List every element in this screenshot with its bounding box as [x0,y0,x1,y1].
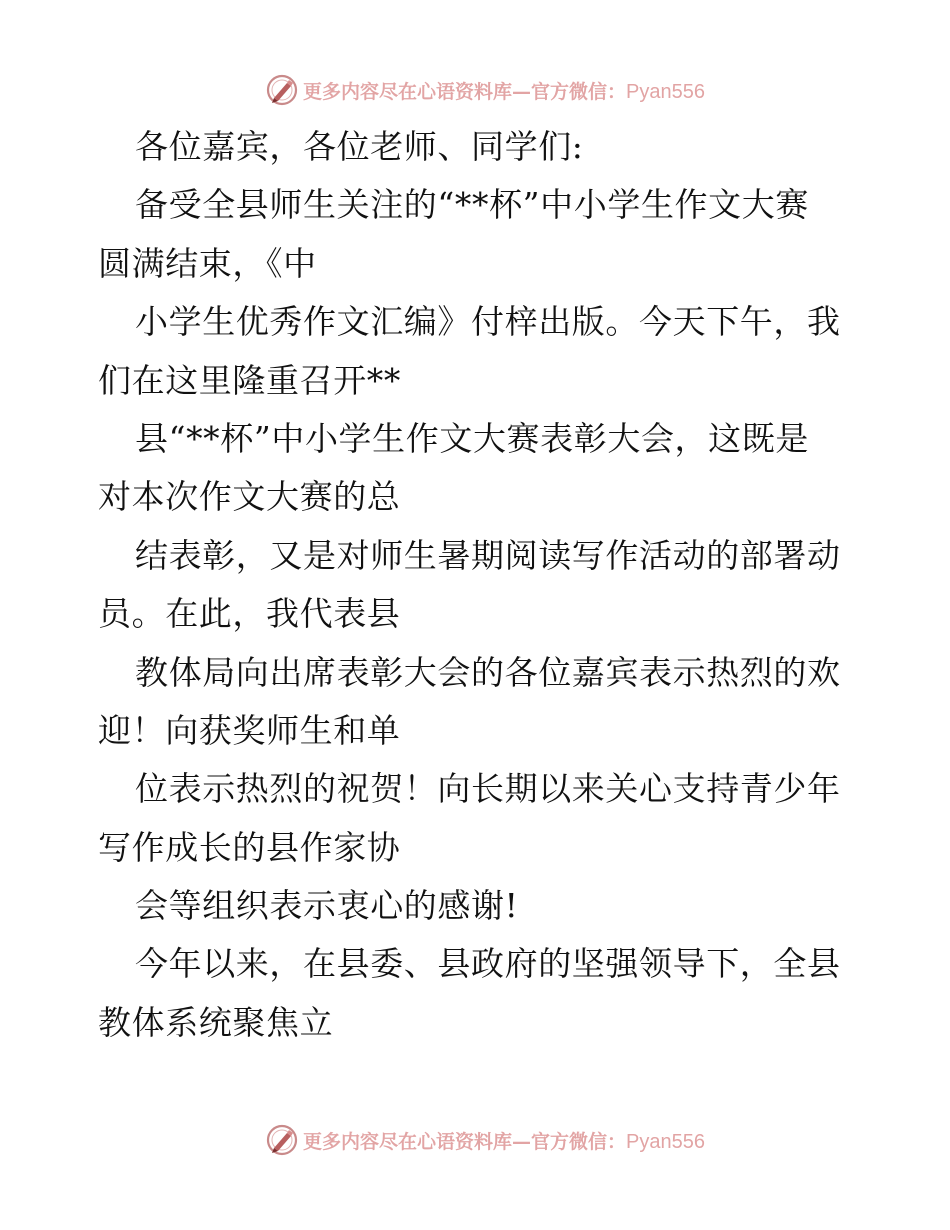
text-line: 写作成长的县作家协 [98,827,401,867]
header-watermark [0,70,950,110]
text-line: 会等组织表示衷心的感谢! [135,886,519,926]
text-line: 教体系统聚焦立 [98,1002,334,1042]
text-line: 各位嘉宾，各位老师、同学们: [135,127,584,166]
watermark-handle: Pyan556 [626,1130,705,1153]
footer-watermark [0,1120,950,1160]
watermark-handle: Pyan556 [626,80,705,103]
text-line: 们在这里隆重召开** [98,360,401,400]
text-line: 位表示热烈的祝贺！向长期以来关心支持青少年 [135,769,841,809]
pen-logo-icon [265,73,299,107]
text-line: 小学生优秀作文汇编》付梓出版。今天下午，我 [135,302,841,342]
text-line: 备受全县师生关注的“**杯”中小学生作文大赛 [135,185,809,225]
text-line: 对本次作文大赛的总 [98,477,401,517]
pen-logo-icon [265,1123,299,1157]
watermark-group [265,1123,705,1157]
text-line: 迎！向获奖师生和单 [98,710,401,750]
watermark-text: 更多内容尽在心语资料库—官方微信：Pyan556 [303,1130,705,1153]
text-line: 今年以来，在县委、县政府的坚强领导下，全县 [135,944,841,984]
text-line: 员。在此，我代表县 [98,594,401,634]
watermark-text: 更多内容尽在心语资料库—官方微信：Pyan556 [303,80,705,103]
watermark-group [265,73,705,107]
document-body [98,118,858,1052]
text-line: 教体局向出席表彰大会的各位嘉宾表示热烈的欢 [135,652,841,692]
text-line: 圆满结束，《中 [98,243,317,283]
text-line: 结表彰，又是对师生暑期阅读写作活动的部署动 [135,535,841,575]
text-line: 县“**杯”中小学生作文大赛表彰大会，这既是 [135,418,809,458]
